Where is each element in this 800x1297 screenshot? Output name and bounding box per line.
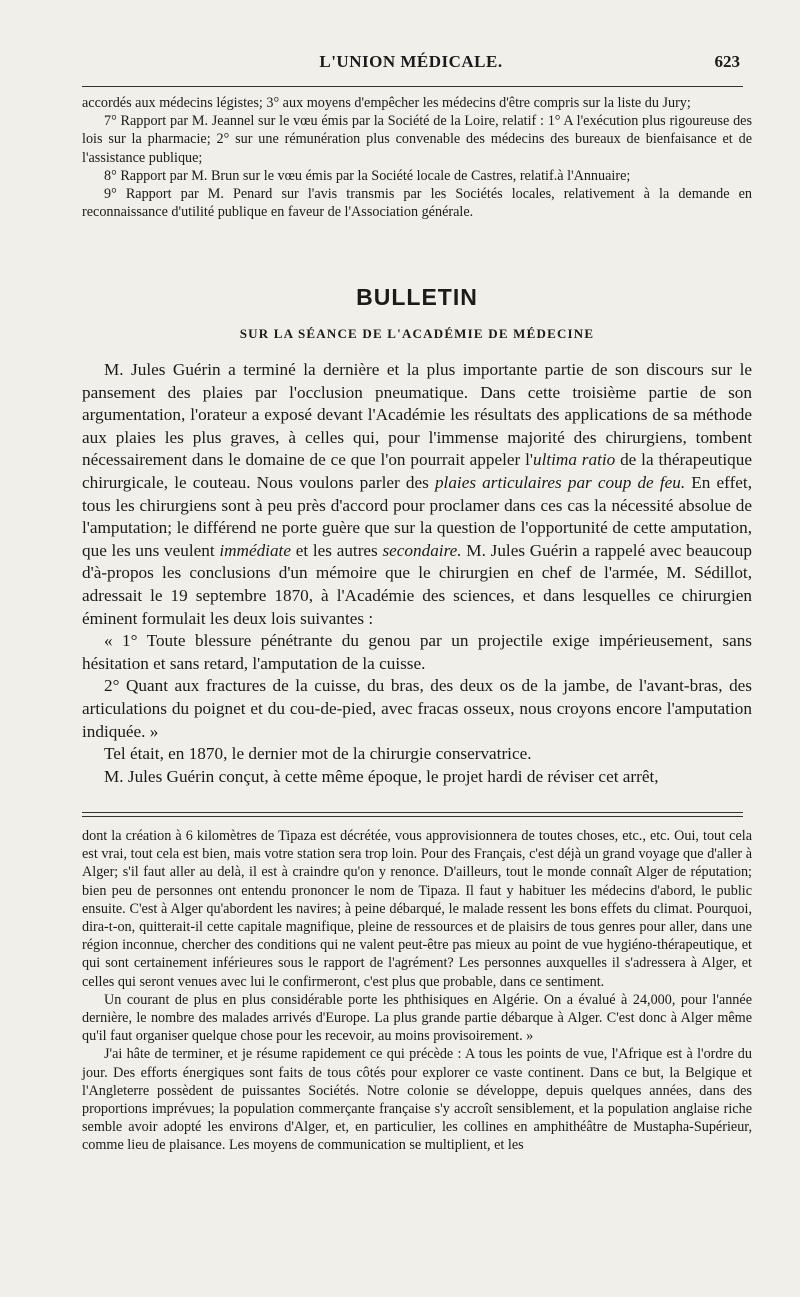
quote-paragraph: « 1° Toute blessure pénétrante du genou par un projectile exige impérieusement, sans hésitation et sans retard, l'amputation de la cuisse.: [82, 631, 752, 673]
text-run: de la thérapeutique chirurgicale, le couteau. Nous voulons parler des: [82, 450, 752, 492]
feuilleton-paragraph: J'ai hâte de terminer, et je résume rapidement ce qui précède : A tous les points de vue, l'Afrique est à l'ordre du jour. Des efforts énergiques sont faits de tous côtés pour explorer ce vaste continent. Dans ce but, la Belgique et l'Angleterre possèdent de puissantes Sociétés. Notre colonie se développe, depuis quelques années, dans des proportions imprévues; la population commerçante française s'y accroît sensiblement, et la population anglaise riche semble avoir adopté les environs d'Alger, et, en particulier, les collines en amphithéâtre de Mustapha-Supérieur, comme lieu de plaisance. Les moyens de communication se multiplient, et les: [82, 1046, 752, 1154]
feuilleton-paragraph: Un courant de plus en plus considérable porte les phthisiques en Algérie. On a évalué à 24,000, pour l'année dernière, le nombre des malades arrivés d'Europe. La plus grande partie débarque à Alger. C'est donc à Alger même qu'il faut organiser quelque chose pour les recevoir, au moins provisoirement. »: [82, 991, 752, 1045]
text-run: M. Jules Guérin a rappelé avec beaucoup d'à-propos les conclusions d'un mémoire que le chirurgien en chef de l'armée, M. Sédillot, adressait le 19 septembre 1870, à l'Académie des sciences, et dans lesquelles ce chirurgien éminent formulait les deux lois suivantes :: [82, 540, 752, 628]
report-list: [82, 94, 752, 221]
page-number: 623: [714, 52, 740, 71]
feuilleton-text: [82, 827, 752, 1155]
bulletin-heading: BULLETIN: [356, 284, 478, 310]
text-run: et les autres: [290, 540, 383, 560]
quote-paragraph: 2° Quant aux fractures de la cuisse, du bras, des deux os de la jambe, de l'avant-bras, des articulations du poignet et du cou-de-pied, avec fracas osseux, nous croyons encore l'amputation indiquée. »: [82, 676, 752, 741]
italic-text: ultima ratio: [532, 450, 616, 470]
italic-text: plaies articulaires par coup de feu.: [434, 472, 686, 492]
bulletin-subheading: SUR LA SÉANCE DE L'ACADÉMIE DE MÉDECINE: [239, 326, 595, 341]
body-paragraph: M. Jules Guérin conçut, à cette même époque, le projet hardi de réviser cet arrêt,: [104, 766, 659, 786]
running-header: [82, 52, 740, 82]
footnote-rule-secondary: [82, 816, 743, 817]
italic-text: secondaire.: [382, 540, 462, 560]
bulletin-body: [82, 359, 752, 788]
body-paragraph: [82, 359, 752, 630]
feuilleton-paragraph: dont la création à 6 kilomètres de Tipaza est décrétée, vous approvisionnera de toutes choses, etc., etc. Oui, tout cela est vrai, tout cela est bien, mais votre station sera trop loin. Pour des Français, c'est déjà un grand voyage que d'aller à Alger; s'il faut aller au delà, il est à craindre qu'on y renonce. D'ailleurs, tout le monde connaît Alger de réputation; bien peu de personnes ont entendu prononcer le nom de Tipaza. Il faut y habituer les médecins d'abord, le public ensuite. C'est à Alger qu'abordent les navires; à peine débarqué, le malade ressent les bons effets du climat. Pourquoi, dira-t-on, quitterait-il cette capitale magnifique, pleine de ressources et de plaisirs de tous genres pour aller, dans une région inconnue, chercher des conditions qui ne valent peut-être pas mieux au point de vue hygiéno-thérapeutique, et qui sont certainement inférieures sous le rapport de l'agrément? Les personnes auxquelles il s'adressera à Alger, et celles qui seront venues avec lui le confirmeront, c'est plus que probable, dans ce sentiment.: [82, 828, 752, 990]
journal-title: L'UNION MÉDICALE.: [319, 52, 503, 71]
italic-text: immédiate: [219, 540, 291, 560]
text-run: En effet, tous les chirurgiens sont à peu près d'accord pour proclamer dans ces cas la nécessité absolue de l'amputation; le différend ne porte guère que sur la question de l'opportunité de cette amputation, que les uns veulent: [82, 472, 752, 560]
footnote-rule: [82, 812, 743, 813]
text-run: M. Jules Guérin a terminé la dernière et la plus importante partie de son discours sur le pansement des plaies par l'occlusion pneumatique. Dans cette troisième partie de son argumentation, l'orateur a exposé devant l'Académie les résultats des applications de sa méthode aux plaies les plus graves, à celles qui, pour l'immense majorité des chirurgiens, tombent nécessairement dans le domaine de ce que l'on pourrait appeler l': [82, 360, 752, 470]
body-paragraph: Tel était, en 1870, le dernier mot de la chirurgie conservatrice.: [104, 744, 532, 764]
report-item: 9° Rapport par M. Penard sur l'avis transmis par les Sociétés locales, relativement à la demande en reconnaissance d'utilité publique en faveur de l'Association générale.: [82, 186, 752, 221]
header-rule: [82, 86, 743, 87]
report-item: 8° Rapport par M. Brun sur le vœu émis par la Société locale de Castres, relatif.à l'Annuaire;: [104, 167, 631, 184]
report-item: 7° Rapport par M. Jeannel sur le vœu émis par la Société de la Loire, relatif : 1° A l'exécution plus rigoureuse des lois sur la pharmacie; 2° sur une rémunération plus convenable des médecins des bureaux de bienfaisance et de l'assistance publique;: [82, 113, 752, 166]
report-item: accordés aux médecins légistes; 3° aux moyens d'empêcher les médecins d'être compris sur la liste du Jury;: [82, 95, 691, 111]
